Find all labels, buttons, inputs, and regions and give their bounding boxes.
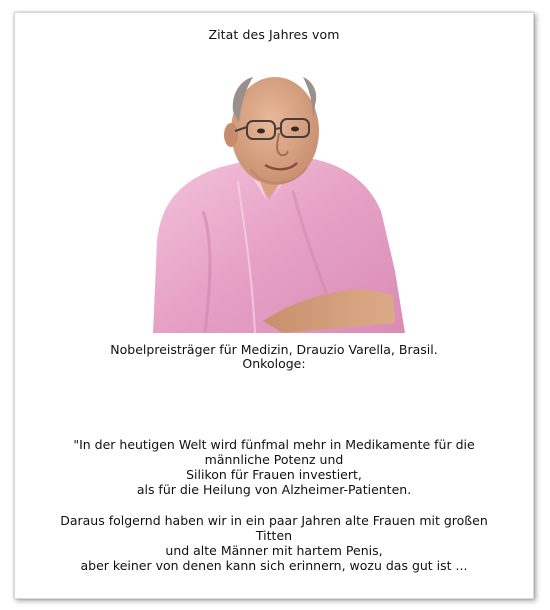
quote-line: und alte Männer mit hartem Penis, [165, 543, 383, 558]
quote-line: aber keiner von denen kann sich erinnern, wozu das gut ist ... [80, 558, 468, 573]
quote-card [14, 12, 534, 599]
quote-line: Silikon für Frauen investiert, [186, 467, 362, 482]
quote-text [15, 437, 533, 573]
caption [15, 343, 533, 371]
quote-line: als für die Heilung von Alzheimer-Patienten. [136, 482, 412, 497]
caption-line-2: Onkologe: [242, 356, 306, 371]
paragraph-gap [15, 497, 533, 513]
quote-line: männliche Potenz und [204, 452, 344, 467]
portrait-photo-icon [143, 71, 405, 333]
quote-line: "In der heutigen Welt wird fünfmal mehr in Medikamente für die [73, 437, 475, 452]
caption-line-1: Nobelpreisträger für Medizin, Drauzio Varella, Brasil. [110, 342, 438, 357]
page-title: Zitat des Jahres vom [208, 27, 340, 42]
quote-line: Titten [255, 528, 293, 543]
quote-line: Daraus folgernd haben wir in ein paar Jahren alte Frauen mit großen [60, 513, 488, 528]
